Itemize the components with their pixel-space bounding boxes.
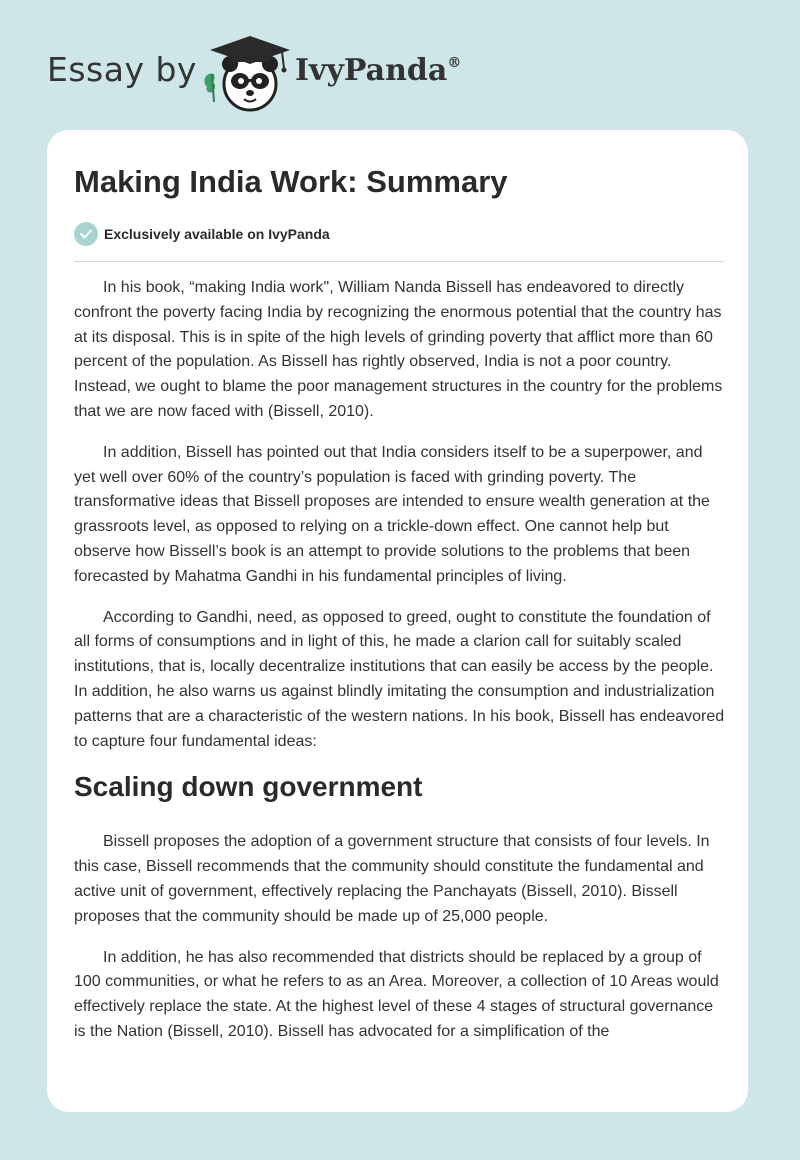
site-header — [0, 0, 800, 130]
essay-card — [47, 130, 748, 1112]
paragraph: According to Gandhi, need, as opposed to greed, ought to constitute the foundation of all forms of consumptions and in light of this, he made a clarion call for suitably scaled institutions, that is, locally decentralize institutions that can easily be access by the people. In addition, he also warns us against blindly imitating the consumption and industrialization patterns that are a characteristic of the western nations. In his book, Bissell has endeavored to capture four fundamental ideas: — [74, 608, 725, 750]
paragraph: In his book, “making India work", William Nanda Bissell has endeavored to directly confront the poverty facing India by recognizing the enormous potential that the country has at its disposal. This is in spite of the high levels of grinding poverty that afflict more than 60 percent of the population. As Bissell has rightly observed, India is not a poor country. Instead, we ought to blame the poor management structures in the country for the problems that we are now faced with (Bissell, 2010). — [74, 279, 723, 420]
brand-name — [295, 53, 461, 88]
exclusive-badge — [74, 222, 330, 246]
essay-by-label: Essay by — [47, 50, 197, 89]
panda-logo-icon — [200, 34, 292, 112]
brand-text: IvyPanda — [295, 53, 448, 88]
paragraph: Bissell proposes the adoption of a government structure that consists of four levels. In this case, Bissell recommends that the community should constitute the fundamental and active unit of government, effectively replacing the Panchayats (Bissell, 2010). Bissell proposes that the community should be made up of 25,000 people. — [74, 833, 710, 925]
essay-body — [74, 276, 726, 1061]
page-title: Making India Work: Summary — [74, 164, 508, 199]
check-icon — [74, 222, 98, 246]
exclusive-badge-label: Exclusively available on IvyPanda — [104, 226, 330, 242]
paragraph: In addition, he has also recommended that districts should be replaced by a group of 100 communities, or what he refers to as an Area. Moreover, a collection of 10 Areas would effectively replace the state. At the highest level of these 4 stages of structural governance is the Nation (Bissell, 2010). Bissell has advocated for a simplification of the — [74, 948, 719, 1040]
paragraph: In addition, Bissell has pointed out that India considers itself to be a superpower, and yet well over 60% of the country’s population is faced with grinding poverty. The transformative ideas that Bissell proposes are intended to ensure wealth generation at the grassroots level, as opposed to relying on a trickle-down effect. One cannot help but observe how Bissell’s book is an attempt to provide solutions to the problems that been forecasted by Mahatma Gandhi in his fundamental principles of living. — [74, 443, 710, 585]
divider — [74, 261, 724, 262]
registered-mark: ® — [447, 55, 462, 71]
section-heading: Scaling down government — [74, 771, 423, 803]
